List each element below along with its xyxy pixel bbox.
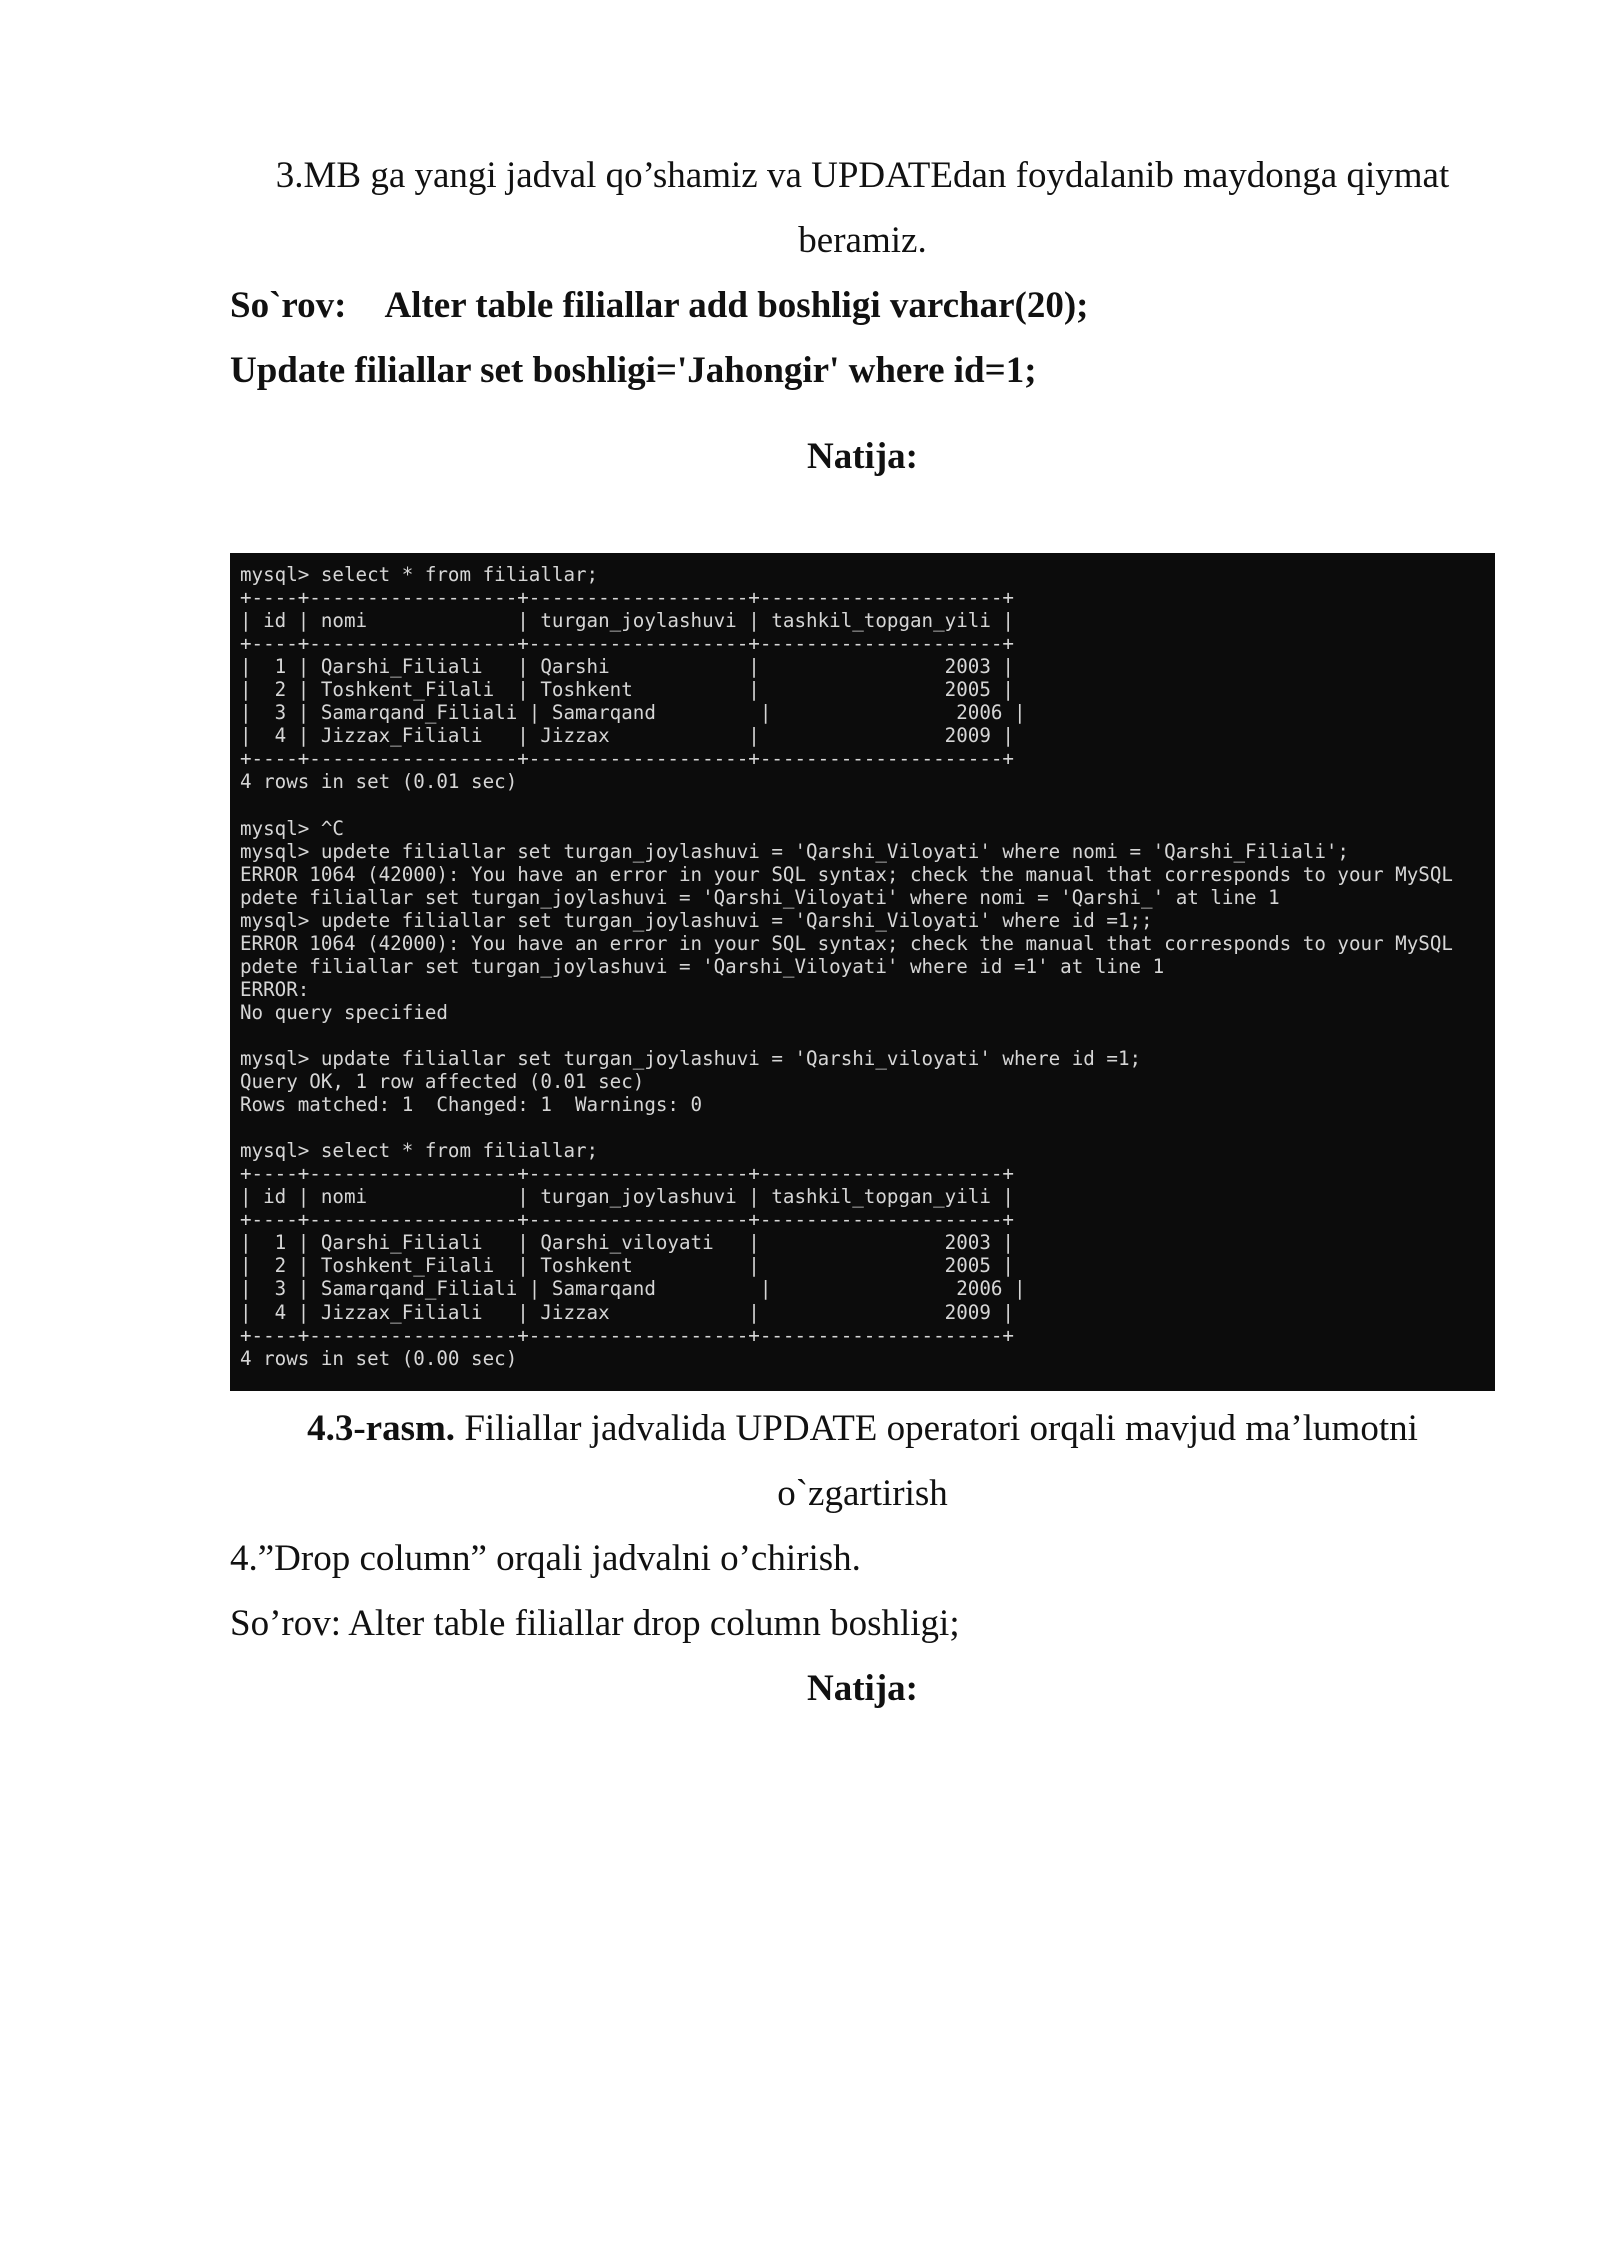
terminal-line: ERROR 1064 (42000): You have an error in your SQL syntax; check the manual that corresponds to your MySQL [240,862,1453,886]
terminal-line: mysql> select * from filiallar; [240,1139,599,1163]
terminal-line [240,1116,1495,1139]
terminal-line: Rows matched: 1 Changed: 1 Warnings: 0 [240,1093,703,1117]
terminal-line [240,1024,1495,1047]
section4-query: So’rov: Alter table filiallar drop column boshligi; [230,1603,960,1644]
terminal-line: | id | nomi | turgan_joylashuvi | tashkil_topgan_yili | [240,609,1014,633]
terminal-line: +----+------------------+-------------------+---------------------+ [240,1323,1014,1347]
terminal-line: +----+------------------+-------------------+---------------------+ [240,1162,1014,1186]
section4-result-label: Natija: [807,1668,918,1709]
terminal-line: | 2 | Toshkent_Filali | Toshkent | 2005 | [240,1254,1014,1278]
terminal-line: ERROR: [240,977,310,1001]
terminal-line: mysql> ^C [240,816,344,840]
query-text-1: Alter table filiallar add boshligi varchar(20); [384,285,1089,326]
terminal-line: | id | nomi | turgan_joylashuvi | tashkil_topgan_yili | [240,1185,1014,1209]
terminal-line: | 2 | Toshkent_Filali | Toshkent | 2005 | [240,678,1014,702]
terminal-line: +----+------------------+-------------------+---------------------+ [240,586,1014,610]
terminal-line: +----+------------------+-------------------+---------------------+ [240,632,1014,656]
section3-heading-line1: 3.MB ga yangi jadval qo’shamiz va UPDATEdan foydalanib maydonga qiymat [275,155,1450,196]
terminal-line: Query OK, 1 row affected (0.01 sec) [240,1070,645,1094]
terminal-line: | 4 | Jizzax_Filiali | Jizzax | 2009 | [240,724,1014,748]
query-line-1 [230,273,1495,338]
terminal-line: +----+------------------+-------------------+---------------------+ [240,1208,1014,1232]
mysql-terminal-screenshot [230,553,1495,1391]
terminal-line: | 4 | Jizzax_Filiali | Jizzax | 2009 | [240,1300,1014,1324]
terminal-line [240,793,1495,816]
figure-caption-text: Filiallar jadvalida UPDATE operatori orqali mavjud ma’lumotni [464,1408,1418,1449]
terminal-line: 4 rows in set (0.01 sec) [240,770,518,794]
terminal-line: No query specified [240,1000,448,1024]
terminal-line: +----+------------------+-------------------+---------------------+ [240,747,1014,771]
terminal-line: | 3 | Samarqand_Filiali | Samarqand | 2006 | [240,701,1026,725]
terminal-line: pdete filiallar set turgan_joylashuvi = 'Qarshi_Viloyati' where id =1' at line 1 [240,954,1165,978]
figure-label: 4.3-rasm. [307,1408,456,1449]
result-label: Natija: [807,436,918,477]
terminal-line: ERROR 1064 (42000): You have an error in your SQL syntax; check the manual that corresponds to your MySQL [240,931,1453,955]
query-label: So`rov: [230,285,347,326]
terminal-line: pdete filiallar set turgan_joylashuvi = 'Qarshi_Viloyati' where nomi = 'Qarshi_' at line 1 [240,885,1280,909]
query-line-2: Update filiallar set boshligi='Jahongir' where id=1; [230,350,1037,391]
section4-heading: 4.”Drop column” orqali jadvalni o’chirish. [230,1538,861,1579]
figure-caption-line1 [230,1396,1495,1461]
terminal-line: mysql> update filiallar set turgan_joylashuvi = 'Qarshi_viloyati' where id =1; [240,1046,1142,1070]
section3-heading-line2: beramiz. [798,220,927,261]
terminal-line: | 3 | Samarqand_Filiali | Samarqand | 2006 | [240,1277,1026,1301]
terminal-line: mysql> select * from filiallar; [240,563,599,586]
terminal-line: mysql> updete filiallar set turgan_joylashuvi = 'Qarshi_Viloyati' where id =1;; [240,908,1153,932]
terminal-line: | 1 | Qarshi_Filiali | Qarshi_viloyati | 2003 | [240,1231,1014,1255]
terminal-line: 4 rows in set (0.00 sec) [240,1346,518,1370]
figure-caption-line2: o`zgartirish [777,1473,948,1514]
terminal-line: mysql> updete filiallar set turgan_joylashuvi = 'Qarshi_Viloyati' where nomi = 'Qarshi_Filiali'; [240,839,1349,863]
terminal-line: | 1 | Qarshi_Filiali | Qarshi | 2003 | [240,655,1014,679]
terminal-output [230,553,1495,1370]
